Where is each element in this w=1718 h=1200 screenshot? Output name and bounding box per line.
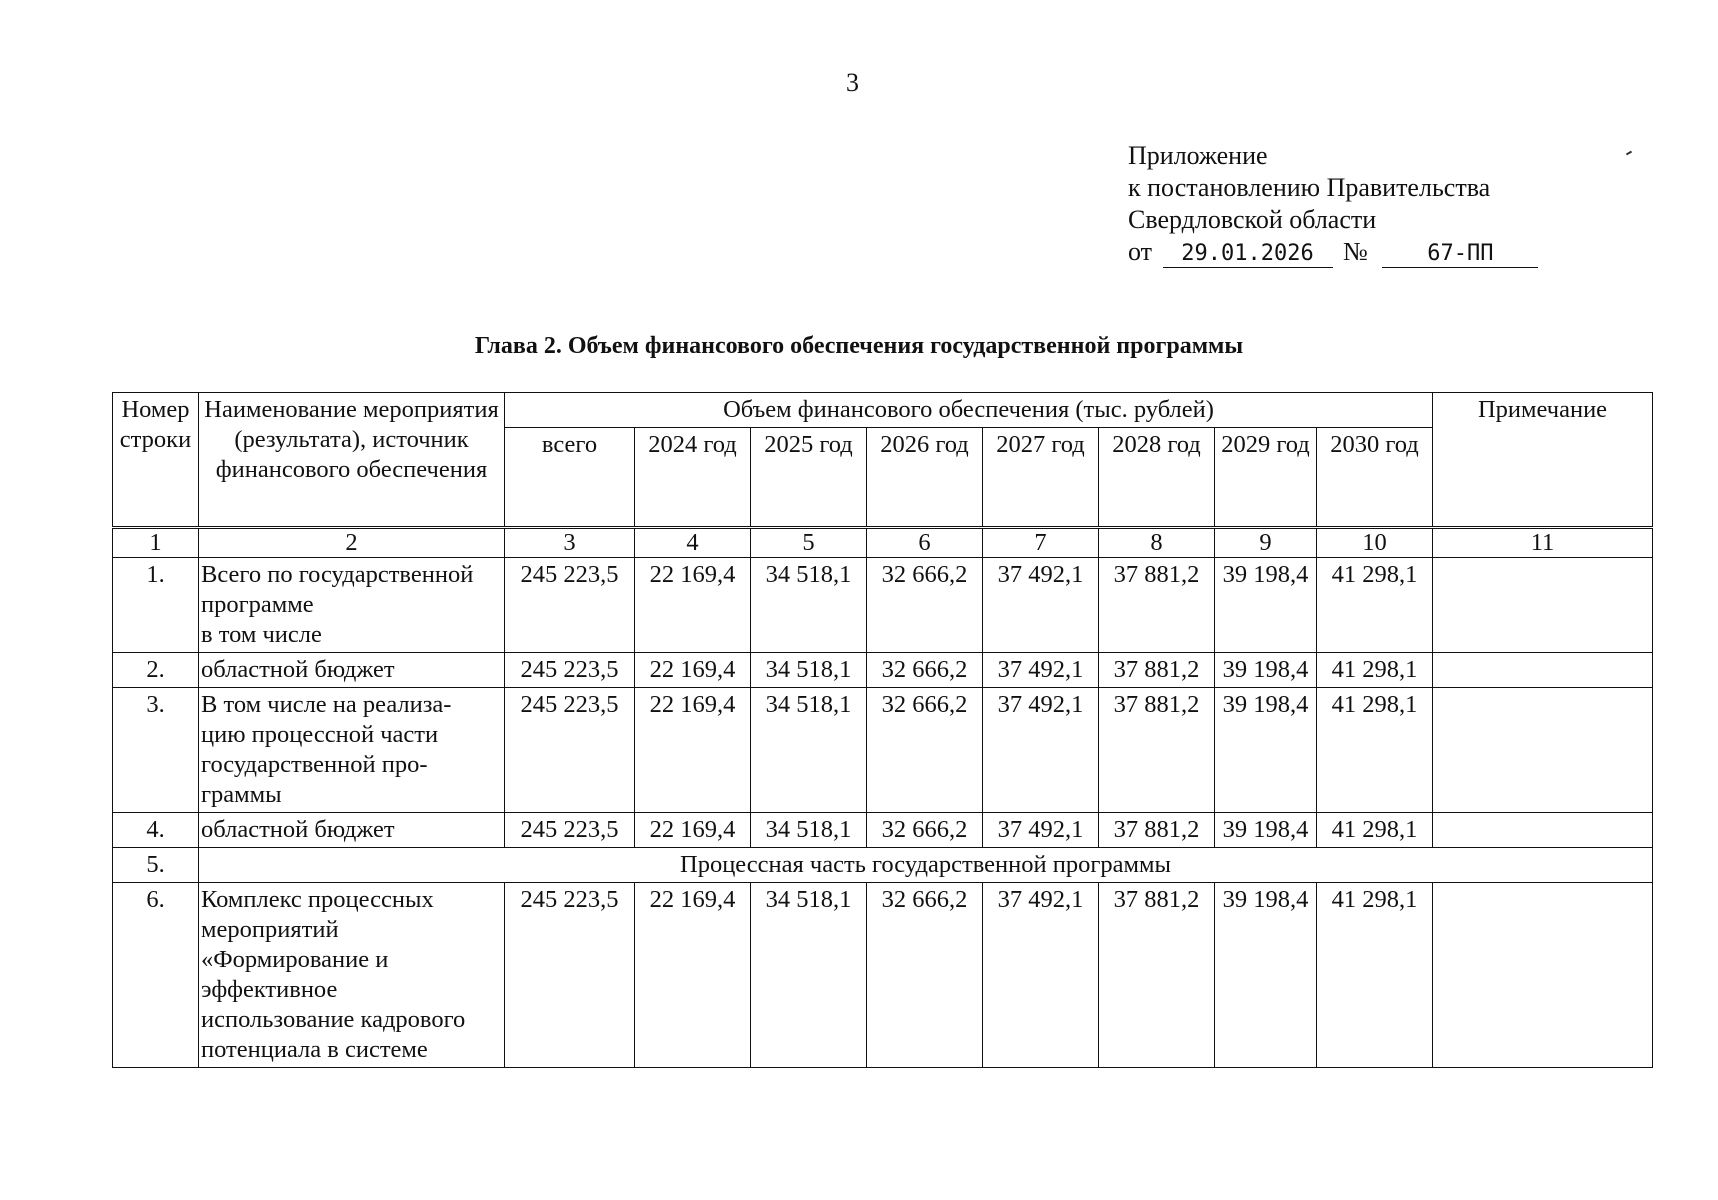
row-name-line: цию процессной части (201, 721, 439, 748)
row-name (199, 653, 505, 688)
stray-mark (1626, 151, 1632, 156)
value-cell: 39 198,4 (1215, 813, 1317, 848)
row-name-line: программе (201, 591, 314, 618)
value-cell: 245 223,5 (505, 688, 635, 813)
value-cell: 37 881,2 (1099, 653, 1215, 688)
row-name (199, 558, 505, 653)
value-cell: 245 223,5 (505, 813, 635, 848)
value-cell: 37 492,1 (983, 883, 1099, 1068)
row-number: 1. (113, 558, 199, 653)
number-sign: № (1343, 237, 1368, 266)
row-number: 4. (113, 813, 199, 848)
header-year: 2028 год (1099, 428, 1215, 527)
header-total: всего (505, 428, 635, 527)
header-name: Наименование мероприятия (результата), источник финансового обеспечения (199, 393, 505, 527)
header-volume: Объем финансового обеспечения (тыс. рублей) (505, 393, 1433, 428)
row-name-line: граммы (201, 781, 282, 808)
row-number: 6. (113, 883, 199, 1068)
column-index: 1 (113, 529, 199, 558)
header-year: 2025 год (751, 428, 867, 527)
value-cell: 22 169,4 (635, 813, 751, 848)
appendix-line-1: Приложение (1128, 141, 1268, 170)
value-cell: 41 298,1 (1317, 653, 1433, 688)
row-name-line: использование кадрового (201, 1006, 466, 1033)
row-number: 3. (113, 688, 199, 813)
table-row (113, 653, 1653, 688)
value-cell: 34 518,1 (751, 813, 867, 848)
row-name-line: В том числе на реализа- (201, 691, 452, 718)
from-label: от (1128, 237, 1153, 266)
value-cell: 34 518,1 (751, 558, 867, 653)
row-name-line: Всего по государственной (201, 561, 474, 588)
table-row (113, 688, 1653, 813)
note-cell (1433, 653, 1653, 688)
value-cell: 37 881,2 (1099, 558, 1215, 653)
value-cell: 39 198,4 (1215, 883, 1317, 1068)
column-index: 10 (1317, 529, 1433, 558)
appendix-line-3: Свердловской области (1128, 205, 1377, 234)
decree-number: 67-ПП (1382, 241, 1538, 268)
value-cell: 37 492,1 (983, 688, 1099, 813)
table-row (113, 558, 1653, 653)
header-year: 2027 год (983, 428, 1099, 527)
note-cell (1433, 688, 1653, 813)
column-index: 11 (1433, 529, 1653, 558)
row-name-line: эффективное (201, 976, 338, 1003)
row-name-line: «Формирование и (201, 946, 389, 973)
value-cell: 34 518,1 (751, 883, 867, 1068)
note-cell (1433, 813, 1653, 848)
header-row-number: Номер строки (113, 393, 199, 527)
row-name-line: потенциала в системе (201, 1036, 428, 1063)
column-index: 2 (199, 529, 505, 558)
value-cell: 39 198,4 (1215, 558, 1317, 653)
value-cell: 37 881,2 (1099, 883, 1215, 1068)
value-cell: 22 169,4 (635, 688, 751, 813)
value-cell: 37 492,1 (983, 813, 1099, 848)
row-number: 5. (113, 848, 199, 883)
header-year: 2026 год (867, 428, 983, 527)
value-cell: 32 666,2 (867, 813, 983, 848)
row-name (199, 688, 505, 813)
column-index: 4 (635, 529, 751, 558)
value-cell: 39 198,4 (1215, 688, 1317, 813)
row-name-line: областной бюджет (201, 656, 395, 683)
value-cell: 37 881,2 (1099, 688, 1215, 813)
value-cell: 32 666,2 (867, 883, 983, 1068)
value-cell: 34 518,1 (751, 653, 867, 688)
column-index: 8 (1099, 529, 1215, 558)
value-cell: 37 492,1 (983, 558, 1099, 653)
value-cell: 32 666,2 (867, 653, 983, 688)
column-index: 5 (751, 529, 867, 558)
row-number: 2. (113, 653, 199, 688)
appendix-date-line (1128, 236, 1538, 268)
value-cell: 32 666,2 (867, 688, 983, 813)
page-number: 3 (846, 68, 859, 97)
appendix-line-2: к постановлению Правительства (1128, 173, 1491, 202)
row-name (199, 813, 505, 848)
column-index: 3 (505, 529, 635, 558)
header-year: 2030 год (1317, 428, 1433, 527)
decree-date: 29.01.2026 (1163, 241, 1333, 268)
column-index-row (113, 529, 1653, 558)
row-name-line: в том числе (201, 621, 322, 648)
header-note: Примечание (1433, 393, 1653, 527)
value-cell: 41 298,1 (1317, 558, 1433, 653)
header-year: 2029 год (1215, 428, 1317, 527)
table-row (113, 813, 1653, 848)
row-name-line: Комплекс процессных (201, 886, 434, 913)
table-row (113, 883, 1653, 1068)
value-cell: 32 666,2 (867, 558, 983, 653)
appendix-block (1128, 140, 1538, 268)
header-year: 2024 год (635, 428, 751, 527)
value-cell: 41 298,1 (1317, 813, 1433, 848)
value-cell: 39 198,4 (1215, 653, 1317, 688)
value-cell: 34 518,1 (751, 688, 867, 813)
note-cell (1433, 883, 1653, 1068)
row-name (199, 883, 505, 1068)
value-cell: 37 881,2 (1099, 813, 1215, 848)
value-cell: 41 298,1 (1317, 688, 1433, 813)
row-name-line: мероприятий (201, 916, 339, 943)
table-row (113, 848, 1653, 883)
value-cell: 245 223,5 (505, 883, 635, 1068)
value-cell: 41 298,1 (1317, 883, 1433, 1068)
value-cell: 37 492,1 (983, 653, 1099, 688)
note-cell (1433, 558, 1653, 653)
chapter-title: Глава 2. Объем финансового обеспечения государственной программы (474, 333, 1244, 359)
value-cell: 22 169,4 (635, 558, 751, 653)
value-cell: 22 169,4 (635, 653, 751, 688)
data-table (112, 528, 1653, 1068)
section-title: Процессная часть государственной программы (199, 848, 1653, 883)
value-cell: 245 223,5 (505, 653, 635, 688)
row-name-line: государственной про- (201, 751, 428, 778)
column-index: 6 (867, 529, 983, 558)
row-name-line: областной бюджет (201, 816, 395, 843)
table-header (112, 392, 1653, 527)
value-cell: 245 223,5 (505, 558, 635, 653)
value-cell: 22 169,4 (635, 883, 751, 1068)
column-index: 9 (1215, 529, 1317, 558)
column-index: 7 (983, 529, 1099, 558)
